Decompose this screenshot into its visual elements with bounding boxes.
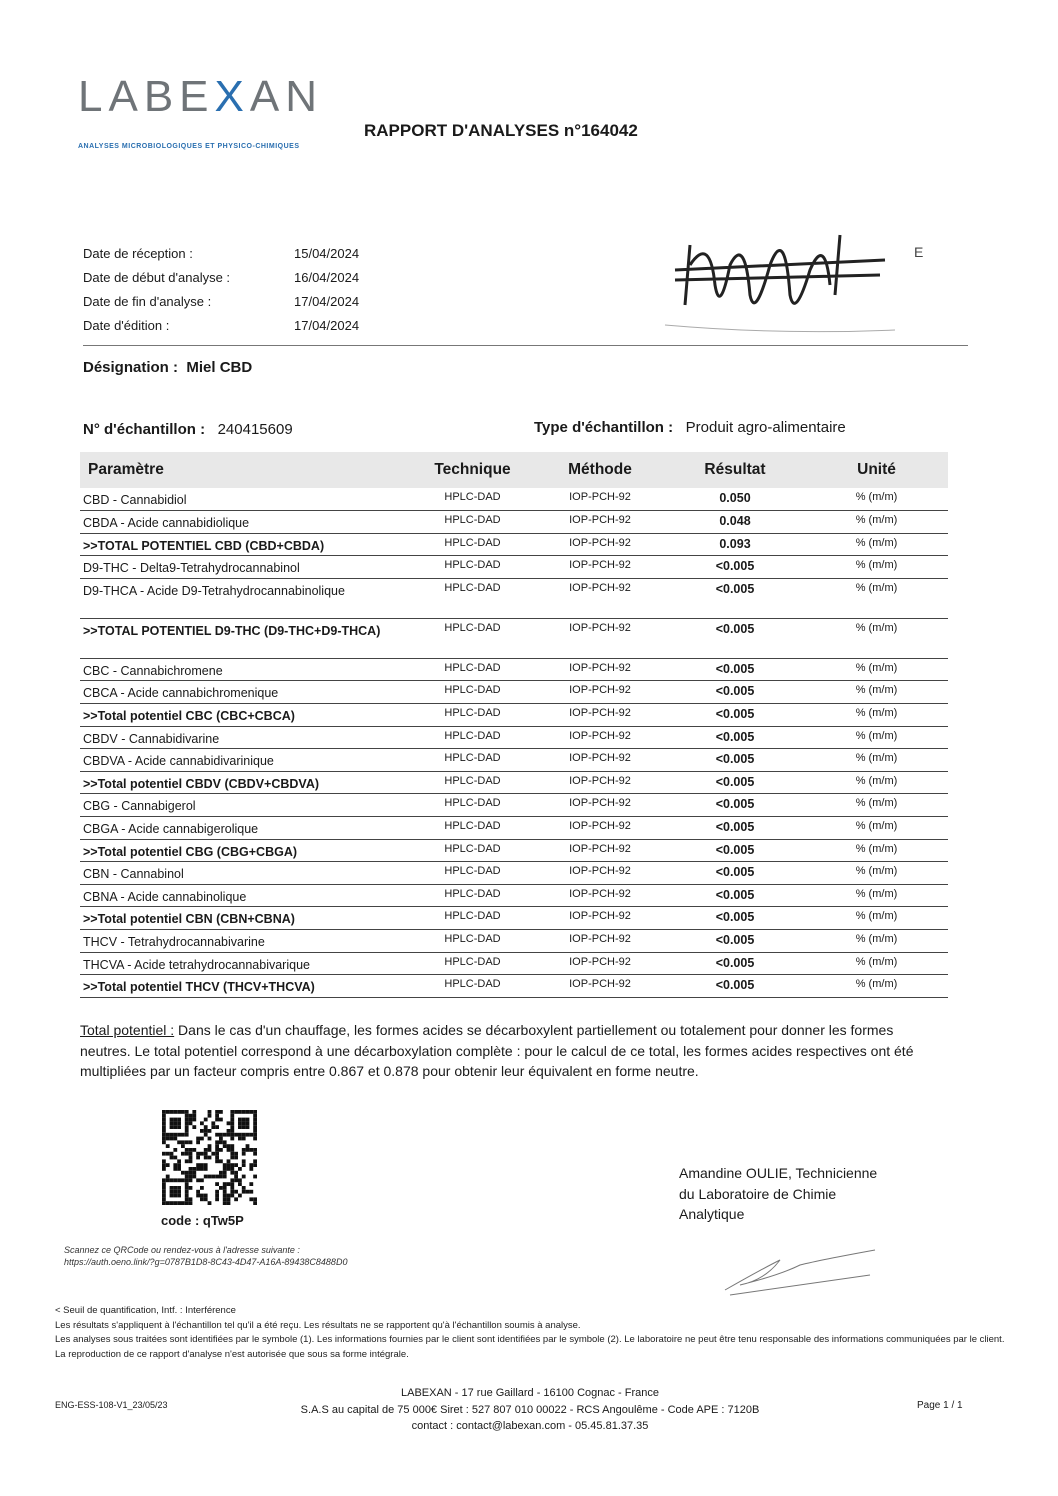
cell-m: IOP-PCH-92 <box>535 704 665 727</box>
cell-m: IOP-PCH-92 <box>535 794 665 817</box>
col-unite: Unité <box>805 452 948 488</box>
date-row <box>83 290 359 314</box>
cell-t: HPLC-DAD <box>410 907 535 930</box>
table-row <box>80 975 948 998</box>
cell-r: <0.005 <box>665 952 805 975</box>
table-row <box>80 884 948 907</box>
table-row <box>80 794 948 817</box>
cell-r: <0.005 <box>665 578 805 618</box>
cell-m: IOP-PCH-92 <box>535 930 665 953</box>
cell-r: <0.005 <box>665 839 805 862</box>
cell-u: % (m/m) <box>805 618 948 658</box>
table-row <box>80 618 948 658</box>
cell-m: IOP-PCH-92 <box>535 839 665 862</box>
cell-p: CBDV - Cannabidivarine <box>80 726 410 749</box>
cell-m: IOP-PCH-92 <box>535 658 665 681</box>
divider <box>83 345 968 346</box>
cell-t: HPLC-DAD <box>410 884 535 907</box>
table-row <box>80 488 948 511</box>
cell-u: % (m/m) <box>805 749 948 772</box>
cell-r: <0.005 <box>665 930 805 953</box>
signature <box>720 1240 880 1300</box>
cell-m: IOP-PCH-92 <box>535 975 665 998</box>
sample-type: Type d'échantillon : Produit agro-alimentaire <box>534 419 846 436</box>
cell-u: % (m/m) <box>805 839 948 862</box>
cell-p: >>Total potentiel CBG (CBG+CBGA) <box>80 839 410 862</box>
cell-t: HPLC-DAD <box>410 658 535 681</box>
cell-u: % (m/m) <box>805 952 948 975</box>
dates-block <box>83 242 359 338</box>
date-label: Date de réception : <box>83 246 193 261</box>
cell-p: >>Total potentiel CBC (CBC+CBCA) <box>80 704 410 727</box>
qr-url[interactable]: https://auth.oeno.link/?g=0787B1D8-8C43-4D47-A16A-89438C8488D0 <box>64 1257 348 1267</box>
results-table <box>80 452 948 998</box>
logo-subtitle: ANALYSES MICROBIOLOGIQUES ET PHYSICO-CHIMIQUES <box>78 143 300 150</box>
table-row <box>80 726 948 749</box>
table-row <box>80 839 948 862</box>
col-resultat: Résultat <box>665 452 805 488</box>
date-row <box>83 266 359 290</box>
cell-p: CBN - Cannabinol <box>80 862 410 885</box>
qr-code-label: code : qTw5P <box>161 1213 244 1228</box>
cell-u: % (m/m) <box>805 533 948 556</box>
cell-r: <0.005 <box>665 794 805 817</box>
cell-r: <0.005 <box>665 726 805 749</box>
cell-u: % (m/m) <box>805 817 948 840</box>
cell-t: HPLC-DAD <box>410 533 535 556</box>
table-row <box>80 533 948 556</box>
date-value: 16/04/2024 <box>294 270 360 285</box>
designation: Désignation : Miel CBD <box>83 359 253 376</box>
cell-u: % (m/m) <box>805 511 948 534</box>
cell-m: IOP-PCH-92 <box>535 862 665 885</box>
cell-r: <0.005 <box>665 704 805 727</box>
cell-p: >>Total potentiel CBDV (CBDV+CBDVA) <box>80 771 410 794</box>
cell-r: <0.005 <box>665 681 805 704</box>
cell-t: HPLC-DAD <box>410 749 535 772</box>
cell-m: IOP-PCH-92 <box>535 907 665 930</box>
cell-u: % (m/m) <box>805 794 948 817</box>
cell-r: <0.005 <box>665 817 805 840</box>
cell-p: D9-THC - Delta9-Tetrahydrocannabinol <box>80 556 410 579</box>
cell-u: % (m/m) <box>805 681 948 704</box>
cell-u: % (m/m) <box>805 862 948 885</box>
table-row <box>80 578 948 618</box>
cell-m: IOP-PCH-92 <box>535 681 665 704</box>
page-number: Page 1 / 1 <box>917 1400 963 1411</box>
col-methode: Méthode <box>535 452 665 488</box>
cell-t: HPLC-DAD <box>410 578 535 618</box>
table-row <box>80 704 948 727</box>
signature-scribble <box>660 225 900 335</box>
cell-r: <0.005 <box>665 884 805 907</box>
cell-t: HPLC-DAD <box>410 511 535 534</box>
table-row <box>80 862 948 885</box>
cell-t: HPLC-DAD <box>410 794 535 817</box>
cell-m: IOP-PCH-92 <box>535 749 665 772</box>
cell-u: % (m/m) <box>805 907 948 930</box>
date-value: 17/04/2024 <box>294 294 360 309</box>
cell-m: IOP-PCH-92 <box>535 618 665 658</box>
cell-t: HPLC-DAD <box>410 952 535 975</box>
cell-r: <0.005 <box>665 749 805 772</box>
cell-m: IOP-PCH-92 <box>535 884 665 907</box>
qr-code[interactable] <box>162 1110 257 1205</box>
total-potentiel-note: Total potentiel : Dans le cas d'un chauffage, les formes acides se décarboxylent partiellement ou totalement pour donner les formes neutres. Le total potentiel correspond à une décarboxylation complète : pour le calcul de ce total, les formes acides respectives ont été multipliées par un facteur compris entre 0.867 et 0.878 pour obtenir leur équivalent en forme neutre. <box>80 1022 914 1079</box>
cell-m: IOP-PCH-92 <box>535 556 665 579</box>
cell-r: <0.005 <box>665 975 805 998</box>
cell-m: IOP-PCH-92 <box>535 578 665 618</box>
cell-u: % (m/m) <box>805 488 948 511</box>
sample-number: N° d'échantillon : 240415609 <box>83 421 293 438</box>
qr-scan-text: Scannez ce QRCode ou rendez-vous à l'adresse suivante : https://auth.oeno.link/?g=0787B1D8-8C43-4D47-A16A-89438C8488D0 <box>64 1245 348 1267</box>
cell-u: % (m/m) <box>805 930 948 953</box>
cell-p: D9-THCA - Acide D9-Tetrahydrocannabinolique <box>80 578 410 618</box>
table-row <box>80 930 948 953</box>
cell-m: IOP-PCH-92 <box>535 817 665 840</box>
date-value: 17/04/2024 <box>294 318 360 333</box>
cell-t: HPLC-DAD <box>410 704 535 727</box>
cell-t: HPLC-DAD <box>410 839 535 862</box>
date-row <box>83 314 359 338</box>
cell-r: <0.005 <box>665 556 805 579</box>
cell-r: <0.005 <box>665 658 805 681</box>
cell-p: THCVA - Acide tetrahydrocannabivarique <box>80 952 410 975</box>
table-row <box>80 749 948 772</box>
table-row <box>80 952 948 975</box>
table-row <box>80 556 948 579</box>
cell-r: <0.005 <box>665 907 805 930</box>
cell-u: % (m/m) <box>805 726 948 749</box>
cell-t: HPLC-DAD <box>410 771 535 794</box>
cell-p: >>Total potentiel CBN (CBN+CBNA) <box>80 907 410 930</box>
cell-r: <0.005 <box>665 862 805 885</box>
cell-p: >>Total potentiel THCV (THCV+THCVA) <box>80 975 410 998</box>
cell-u: % (m/m) <box>805 556 948 579</box>
cell-u: % (m/m) <box>805 704 948 727</box>
legal-notes: < Seuil de quantification, Intf. : Interférence Les résultats s'appliquent à l'échantillon tel qu'il a été reçu. Les résultats ne se rapportent qu'à l'échantillon soumis à analyse. Les analyses sous traitées sont identifiées par le symbole (1). Les informations fournies par le client sont identifiées par le symbole (2). Le laboratoire ne peut être tenu responsable des informations communiquées par le client. La reproduction de ce rapport d'analyse n'est autorisée que sous sa forme intégrale. <box>55 1305 1005 1360</box>
cell-m: IOP-PCH-92 <box>535 511 665 534</box>
cell-p: THCV - Tetrahydrocannabivarine <box>80 930 410 953</box>
cell-m: IOP-PCH-92 <box>535 488 665 511</box>
cell-u: % (m/m) <box>805 975 948 998</box>
cell-p: CBDA - Acide cannabidiolique <box>80 511 410 534</box>
date-label: Date de début d'analyse : <box>83 270 231 285</box>
col-technique: Technique <box>410 452 535 488</box>
cell-t: HPLC-DAD <box>410 681 535 704</box>
document-reference: ENG-ESS-108-V1_23/05/23 <box>55 1400 168 1410</box>
cell-p: CBD - Cannabidiol <box>80 488 410 511</box>
cell-p: CBNA - Acide cannabinolique <box>80 884 410 907</box>
cell-r: <0.005 <box>665 618 805 658</box>
cell-m: IOP-PCH-92 <box>535 533 665 556</box>
cell-r: 0.048 <box>665 511 805 534</box>
cell-t: HPLC-DAD <box>410 556 535 579</box>
date-label: Date de fin d'analyse : <box>83 294 212 309</box>
cell-t: HPLC-DAD <box>410 726 535 749</box>
cell-p: >>TOTAL POTENTIEL CBD (CBD+CBDA) <box>80 533 410 556</box>
cell-m: IOP-PCH-92 <box>535 771 665 794</box>
cell-t: HPLC-DAD <box>410 862 535 885</box>
table-row <box>80 681 948 704</box>
cell-u: % (m/m) <box>805 578 948 618</box>
cell-p: CBDVA - Acide cannabidivarinique <box>80 749 410 772</box>
cell-r: 0.050 <box>665 488 805 511</box>
cell-m: IOP-PCH-92 <box>535 726 665 749</box>
cell-t: HPLC-DAD <box>410 488 535 511</box>
stamp-letter: E <box>914 244 924 260</box>
cell-t: HPLC-DAD <box>410 618 535 658</box>
cell-r: <0.005 <box>665 771 805 794</box>
company-footer: LABEXAN - 17 rue Gaillard - 16100 Cognac - France S.A.S au capital de 75 000€ Siret : 527 807 010 00022 - RCS Angoulême - Code APE : 7120B contact : contact@labexan.com - 05.45.81.37.35 <box>300 1387 760 1432</box>
date-value: 15/04/2024 <box>294 246 360 261</box>
cell-p: >>TOTAL POTENTIEL D9-THC (D9-THC+D9-THCA) <box>80 618 410 658</box>
table-row <box>80 771 948 794</box>
labexan-logo: LABEXAN <box>78 72 323 121</box>
cell-t: HPLC-DAD <box>410 975 535 998</box>
cell-r: 0.093 <box>665 533 805 556</box>
table-row <box>80 658 948 681</box>
cell-p: CBC - Cannabichromene <box>80 658 410 681</box>
cell-t: HPLC-DAD <box>410 817 535 840</box>
col-parametre: Paramètre <box>80 452 410 488</box>
cell-u: % (m/m) <box>805 884 948 907</box>
cell-u: % (m/m) <box>805 771 948 794</box>
date-row <box>83 242 359 266</box>
cell-p: CBG - Cannabigerol <box>80 794 410 817</box>
table-row <box>80 907 948 930</box>
cell-p: CBGA - Acide cannabigerolique <box>80 817 410 840</box>
table-row <box>80 817 948 840</box>
report-title: RAPPORT D'ANALYSES n°164042 <box>364 121 638 140</box>
cell-p: CBCA - Acide cannabichromenique <box>80 681 410 704</box>
cell-m: IOP-PCH-92 <box>535 952 665 975</box>
table-row <box>80 511 948 534</box>
cell-u: % (m/m) <box>805 658 948 681</box>
signatory: Amandine OULIE, Technicienne du Laboratoire de Chimie Analytique <box>679 1165 878 1222</box>
cell-t: HPLC-DAD <box>410 930 535 953</box>
date-label: Date d'édition : <box>83 318 170 333</box>
